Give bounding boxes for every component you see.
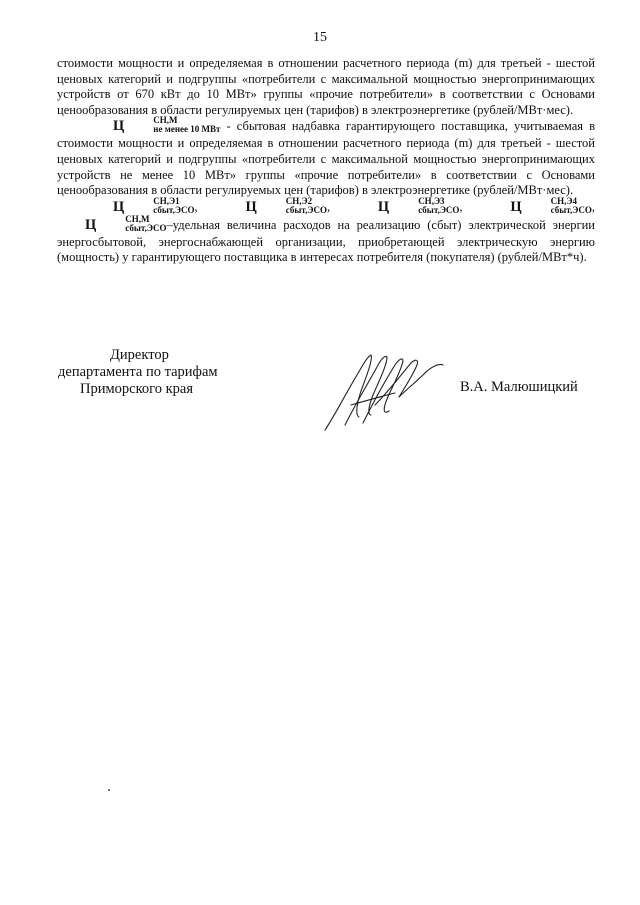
symbol-superscript: СН,М: [125, 213, 150, 224]
symbol-superscript: СН,Э2: [285, 195, 313, 206]
signatory-title-line-3: Приморского края: [80, 381, 194, 397]
paragraph-1: стоимости мощности и определяемая в отношении расчетного периода (m) для третьей - шестой ценовых категорий и подгруппы «потребители с максимальной мощностью энергопринимающих устройств от 670 кВт до 10 МВт» группы «прочие потребители» в соответствии с Основами ценообразования в области регулируемых цен (тарифов) в электроэнергетике (рублей/МВт·мес).: [57, 56, 595, 117]
symbol-superscript: СН,Э3: [418, 195, 445, 206]
symbol-separator: ,: [326, 199, 350, 214]
symbol-separator: ,: [194, 199, 218, 214]
document-body: [57, 56, 595, 266]
symbol-base: Ц: [510, 198, 522, 215]
symbol-subscript: сбыт,ЭСО: [125, 222, 167, 233]
symbol-base: Ц: [113, 118, 125, 135]
signatory-title-line-2: департамента по тарифам: [58, 364, 218, 380]
symbol-base: Ц: [245, 198, 257, 215]
symbol-subscript: сбыт,ЭСО: [285, 204, 327, 215]
symbol-base: Ц: [377, 198, 390, 215]
paragraph-3-text: –удельная величина расходов на реализацию (сбыт) электрической энергии энергосбытовой, энергоснабжающей организации, приобретающей электрическую энергию (мощность) у гарантирующего поставщика в интересах потребителя (покупателя) (рублей/МВт*ч).: [57, 217, 595, 265]
page-mark: [108, 789, 110, 791]
paragraph-2: [57, 115, 595, 198]
formula-symbol-2: [217, 195, 327, 217]
handwritten-signature: [315, 345, 455, 435]
symbol-subscript: сбыт,ЭСО: [550, 204, 592, 215]
symbol-superscript: СН,Э1: [153, 195, 180, 206]
symbol-subscript: не менее 10 МВт: [153, 124, 221, 135]
paragraph-2-text: - сбытовая надбавка гарантирующего поставщика, учитываемая в стоимости мощности и определяемая в отношении расчетного периода (m) для третьей - шестой ценовых категорий и подгруппы «потребители с максимальной мощностью энергопринимающих устройств не менее 10 МВт» группы «прочие потребители» в соответствии с Основами ценообразования в области регулируемых цен (тарифов) в электроэнергетике (рублей/МВт·мес).: [57, 119, 595, 198]
formula-symbol-3: [350, 195, 460, 217]
formula-symbol-4: [482, 195, 592, 217]
symbol-subscript: сбыт,ЭСО: [153, 204, 195, 215]
symbol-base: Ц: [113, 198, 125, 215]
symbol-separator: ,: [591, 199, 595, 214]
symbol-base: Ц: [85, 216, 97, 233]
formula-symbol-5: [57, 213, 167, 235]
symbol-subscript: сбыт,ЭСО: [418, 204, 460, 215]
paragraph-3: [57, 195, 595, 266]
signature-block: [40, 345, 600, 425]
signatory-name: В.А. Малюшицкий: [460, 379, 578, 395]
symbol-separator: ,: [459, 199, 483, 214]
symbol-superscript: СН,М: [153, 115, 178, 126]
signatory-title-line-1: Директор: [110, 347, 169, 363]
symbol-superscript: СН,Э4: [550, 195, 577, 206]
page-number: 15: [313, 30, 327, 45]
formula-symbol: [85, 115, 221, 136]
